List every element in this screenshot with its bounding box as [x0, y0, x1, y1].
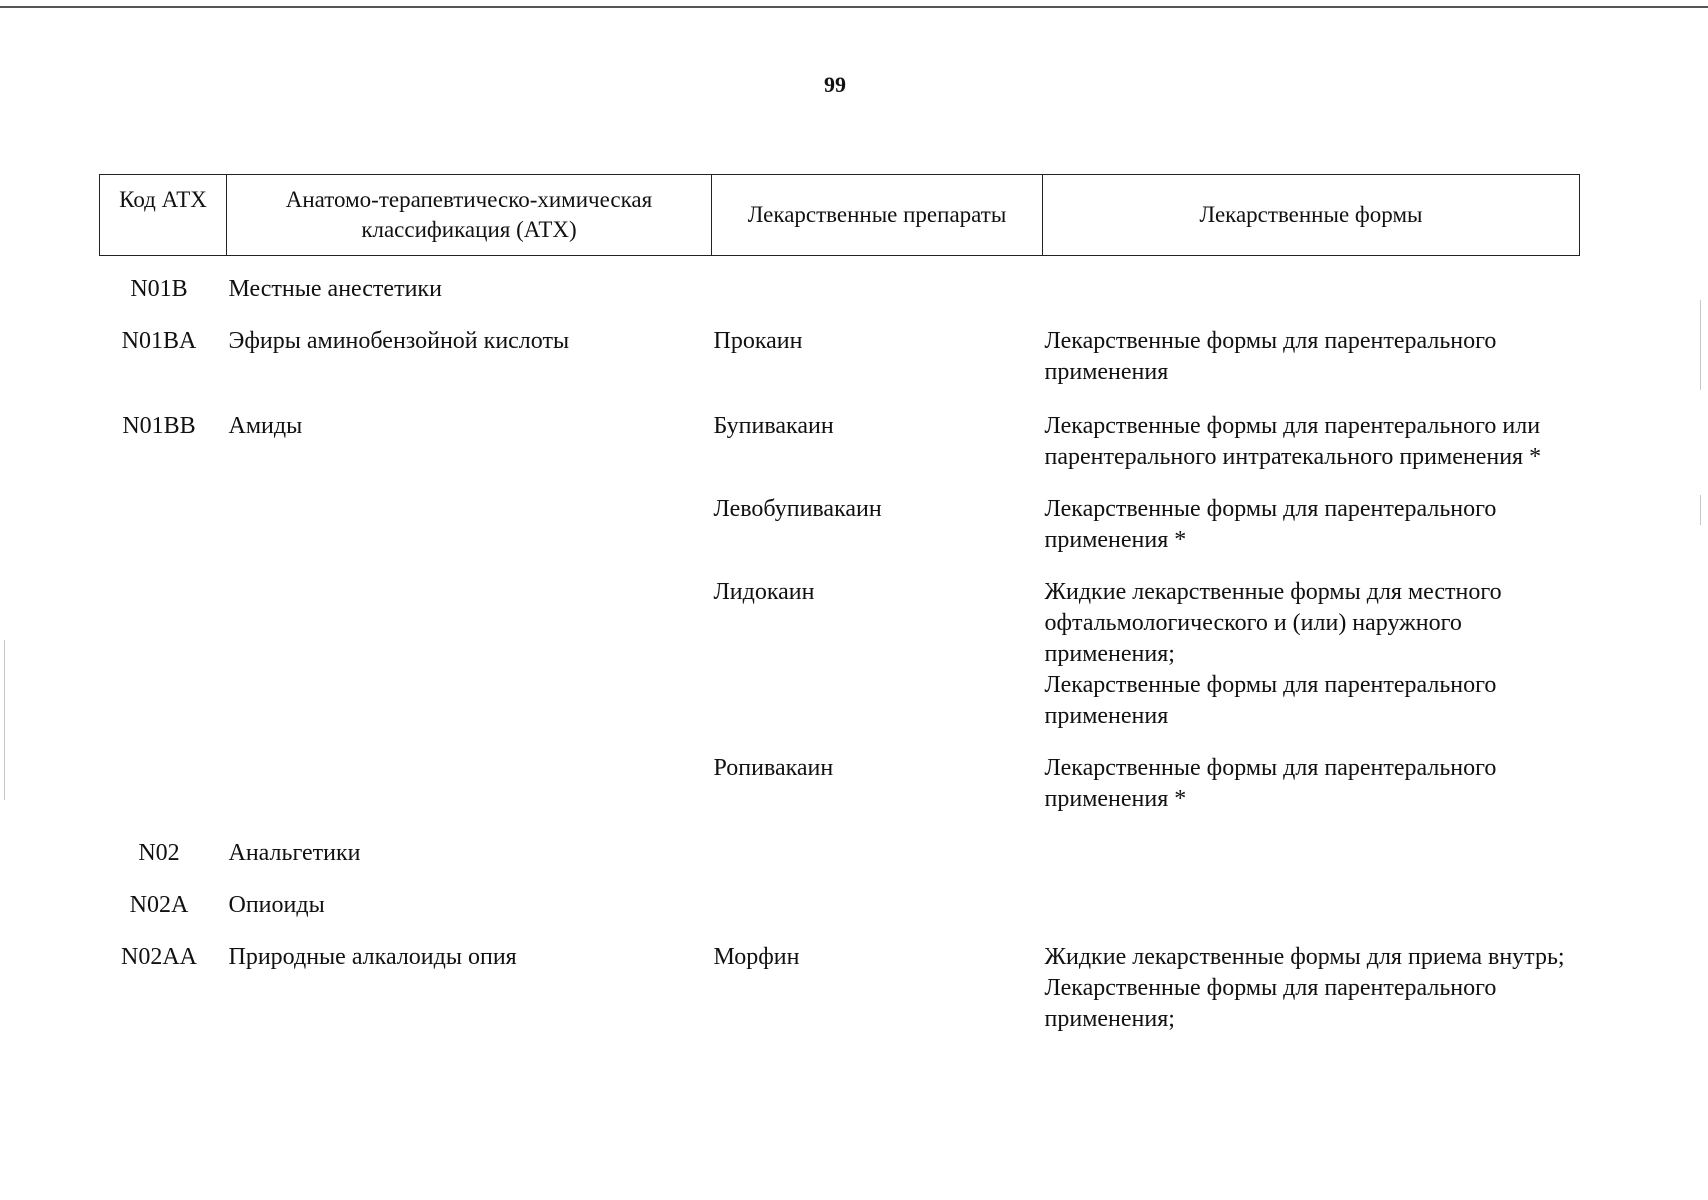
classification-cell [227, 474, 712, 557]
atc-code-cell [100, 557, 227, 733]
atc-code-cell: N02A [129, 892, 189, 918]
scan-top-rule [0, 6, 1708, 8]
drug-cell: Левобупивакаин [713, 496, 882, 522]
forms-cell [1043, 306, 1580, 389]
drug-cell: Бупивакаин [713, 413, 834, 439]
forms-cell [1043, 922, 1580, 1036]
classification-cell: Анальгетики [228, 840, 361, 866]
forms-cell [1043, 870, 1580, 922]
drug-cell: Морфин [713, 944, 800, 970]
classification-cell [227, 557, 712, 733]
drug-cell [712, 816, 1043, 870]
form-line: Лекарственные формы для парентерального применения * [1044, 496, 1503, 553]
atc-code-cell: N02 [138, 840, 180, 866]
atc-code-cell: N01BA [121, 328, 197, 354]
classification-cell: Опиоиды [228, 892, 325, 918]
header-forms: Лекарственные формы [1043, 175, 1580, 256]
table-row [100, 557, 1580, 733]
classification-cell: Местные анестетики [228, 276, 442, 302]
forms-cell [1043, 389, 1580, 474]
table-row [100, 389, 1580, 474]
classification-cell: Амиды [228, 413, 303, 439]
table-row [100, 870, 1580, 922]
scan-edge-mark [1700, 300, 1701, 390]
form-line: Лекарственные формы для парентерального или парентерального интратекального применения * [1044, 413, 1547, 470]
table-row [100, 306, 1580, 389]
drug-cell: Лидокаин [713, 579, 815, 605]
form-line: Лекарственные формы для парентерального применения; [1044, 975, 1503, 1032]
atc-code-cell: N01BB [122, 413, 196, 439]
classification-cell [227, 733, 712, 816]
form-line: Лекарственные формы для парентерального применения * [1044, 755, 1503, 812]
table-row [100, 474, 1580, 557]
atc-code-cell: N01B [130, 276, 188, 302]
form-line: Жидкие лекарственные формы для приема внутрь; [1044, 944, 1565, 970]
header-classification: Анатомо-терапевтическо-химическая классификация (АТХ) [227, 175, 712, 256]
table-header-row [100, 175, 1580, 256]
drug-cell: Прокаин [713, 328, 803, 354]
table-body [100, 256, 1580, 1037]
forms-cell [1043, 557, 1580, 733]
classification-cell: Эфиры аминобензойной кислоты [228, 328, 570, 354]
drug-cell: Ропивакаин [713, 755, 834, 781]
form-line: Жидкие лекарственные формы для местного офтальмологического и (или) наружного применения; [1044, 579, 1508, 667]
forms-cell [1043, 474, 1580, 557]
classification-cell: Природные алкалоиды опия [228, 944, 517, 970]
atc-code-cell: N02AA [121, 944, 197, 970]
forms-cell [1043, 733, 1580, 816]
header-drugs: Лекарственные препараты [712, 175, 1043, 256]
forms-cell [1043, 816, 1580, 870]
table-row [100, 256, 1580, 307]
table-row [100, 922, 1580, 1036]
table-row [100, 733, 1580, 816]
forms-cell [1043, 256, 1580, 307]
form-line: Лекарственные формы для парентерального применения [1044, 672, 1503, 729]
header-code: Код АТХ [100, 175, 227, 256]
atc-table [99, 174, 1580, 1036]
scan-edge-mark [4, 640, 5, 800]
table-row [100, 816, 1580, 870]
form-line: Лекарственные формы для парентерального применения [1044, 328, 1503, 385]
atc-code-cell [100, 733, 227, 816]
drug-cell [712, 256, 1043, 307]
page-number: 99 [824, 72, 846, 97]
atc-code-cell [100, 474, 227, 557]
scan-edge-mark [1700, 495, 1701, 525]
drug-cell [712, 870, 1043, 922]
